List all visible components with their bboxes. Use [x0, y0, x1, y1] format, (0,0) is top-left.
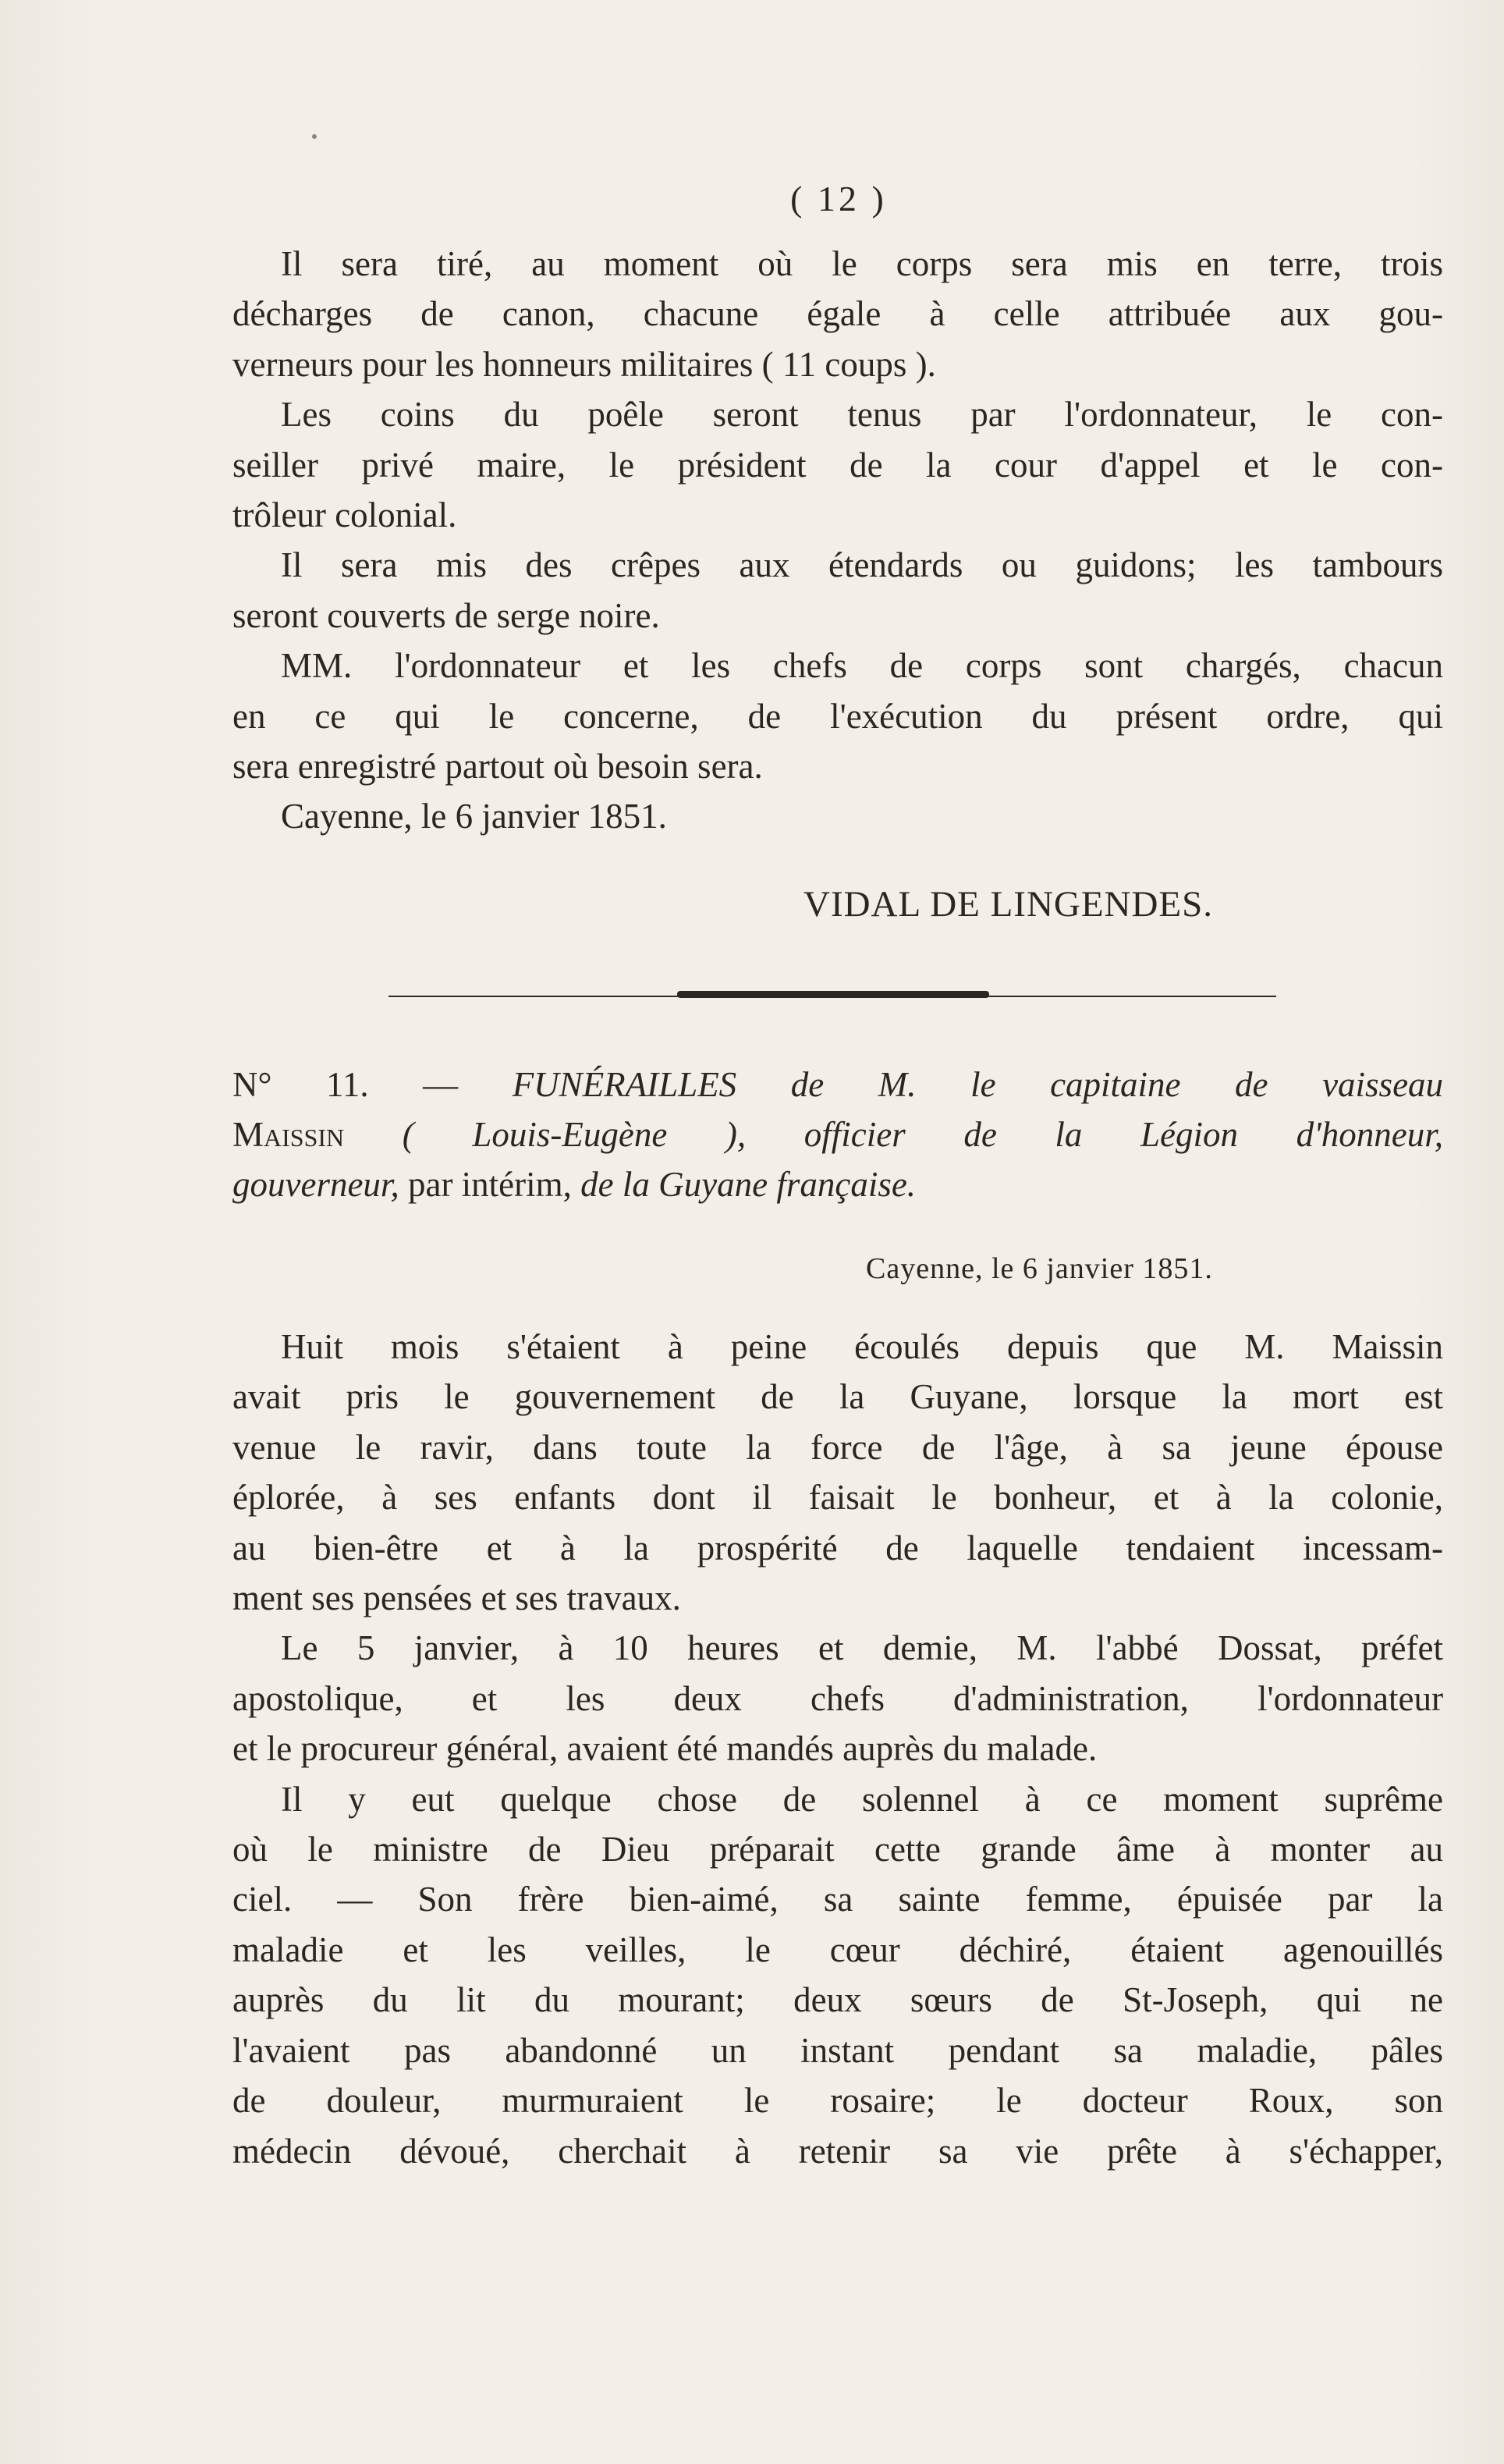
heading-line — [232, 1159, 1443, 1209]
heading-gouverneur: gouverneur, — [232, 1165, 399, 1204]
text-line: seiller privé maire, le président de la cour d'appel et le con- — [232, 445, 1443, 485]
heading-officer: officier de la Légion d'honneur, — [803, 1115, 1443, 1154]
heading-title: FUNÉRAILLES — [512, 1065, 737, 1104]
text-line: Il sera mis des crêpes aux étendards ou guidons; les tambours — [281, 545, 1443, 585]
ink-speck — [312, 134, 317, 139]
heading-line — [232, 1110, 1443, 1159]
text-line: sera enregistré partout où besoin sera. — [232, 747, 763, 786]
heading-word: de — [790, 1065, 825, 1104]
text-line: Huit mois s'étaient à peine écoulés depuis que M. Maissin — [281, 1327, 1443, 1366]
text-line: MM. l'ordonnateur et les chefs de corps sont chargés, chacun — [281, 646, 1443, 686]
text-line: médecin dévoué, cherchait à retenir sa vie prête à s'échapper, — [232, 2131, 1443, 2171]
paragraph — [232, 239, 1443, 389]
page-number: ( 12 ) — [790, 179, 887, 218]
text-line: maladie et les veilles, le cœur déchiré, étaient agenouillés — [232, 1930, 1443, 1969]
text-line: ciel. — Son frère bien-aimé, sa sainte femme, épuisée par la — [232, 1880, 1443, 1919]
text-line: au bien-être et à la prospérité de laquelle tendaient incessam- — [232, 1528, 1443, 1568]
text-line: éplorée, à ses enfants dont il faisait le bonheur, et à la colonie, — [232, 1478, 1443, 1518]
heading-line — [232, 1060, 1443, 1110]
heading-rank: le capitaine de vaisseau — [970, 1065, 1443, 1104]
text-line: décharges de canon, chacune égale à celle attribuée aux gou- — [232, 294, 1443, 334]
text-line: ment ses pensées et ses travaux. — [232, 1578, 681, 1618]
section-funerailles-text — [232, 1322, 1443, 2176]
place-date-line: Cayenne, le 6 janvier 1851. — [281, 797, 667, 836]
text-line: Le 5 janvier, à 10 heures et demie, M. l'abbé Dossat, préfet — [281, 1628, 1443, 1668]
text-line: auprès du lit du mourant; deux sœurs de St-Joseph, qui ne — [232, 1980, 1443, 2020]
text-line: verneurs pour les honneurs militaires ( 11 coups ). — [232, 344, 936, 384]
separator-rule-thick — [677, 991, 989, 998]
heading-surname: Maissin — [232, 1115, 345, 1154]
text-line: apostolique, et les deux chefs d'administration, l'ordonnateur — [232, 1678, 1443, 1718]
paragraph — [232, 1774, 1443, 2176]
paragraph — [232, 389, 1443, 540]
signature: VIDAL DE LINGENDES. — [803, 884, 1214, 925]
text-line: trôleur colonial. — [232, 495, 457, 535]
text-line: Les coins du poêle seront tenus par l'ordonnateur, le con- — [281, 395, 1443, 435]
heading-given-names: ( Louis-Eugène ), — [402, 1115, 747, 1154]
dateline: Cayenne, le 6 janvier 1851. — [866, 1252, 1213, 1285]
text-line: avait pris le gouvernement de la Guyane, lorsque la mort est — [232, 1377, 1443, 1417]
text-line: seront couverts de serge noire. — [232, 595, 660, 635]
text-line: venue le ravir, dans toute la force de l'âge, à sa jeune épouse — [232, 1427, 1443, 1467]
paragraph — [232, 1322, 1443, 1623]
text-line: en ce qui le concerne, de l'exécution du présent ordre, qui — [232, 696, 1443, 736]
text-line: où le ministre de Dieu préparait cette grande âme à monter au — [232, 1830, 1443, 1869]
document-number: N° 11. — — [232, 1065, 459, 1104]
paragraph — [232, 540, 1443, 641]
paragraph — [232, 1623, 1443, 1773]
heading-interim: par intérim, — [407, 1165, 572, 1204]
heading-colony: de la Guyane française. — [580, 1165, 917, 1204]
heading-word: M. — [878, 1065, 917, 1104]
paragraph — [232, 791, 1443, 841]
document-heading — [232, 1060, 1443, 1209]
text-line: et le procureur général, avaient été mandés auprès du malade. — [232, 1729, 1098, 1769]
text-line: Il sera tiré, au moment où le corps sera mis en terre, trois — [281, 244, 1443, 283]
paragraph — [232, 641, 1443, 791]
text-line: l'avaient pas abandonné un instant pendant sa maladie, pâles — [232, 2030, 1443, 2070]
text-line: Il y eut quelque chose de solennel à ce moment suprême — [281, 1779, 1443, 1819]
text-line: de douleur, murmuraient le rosaire; le docteur Roux, son — [232, 2081, 1443, 2121]
section-ordre-text — [232, 239, 1443, 842]
